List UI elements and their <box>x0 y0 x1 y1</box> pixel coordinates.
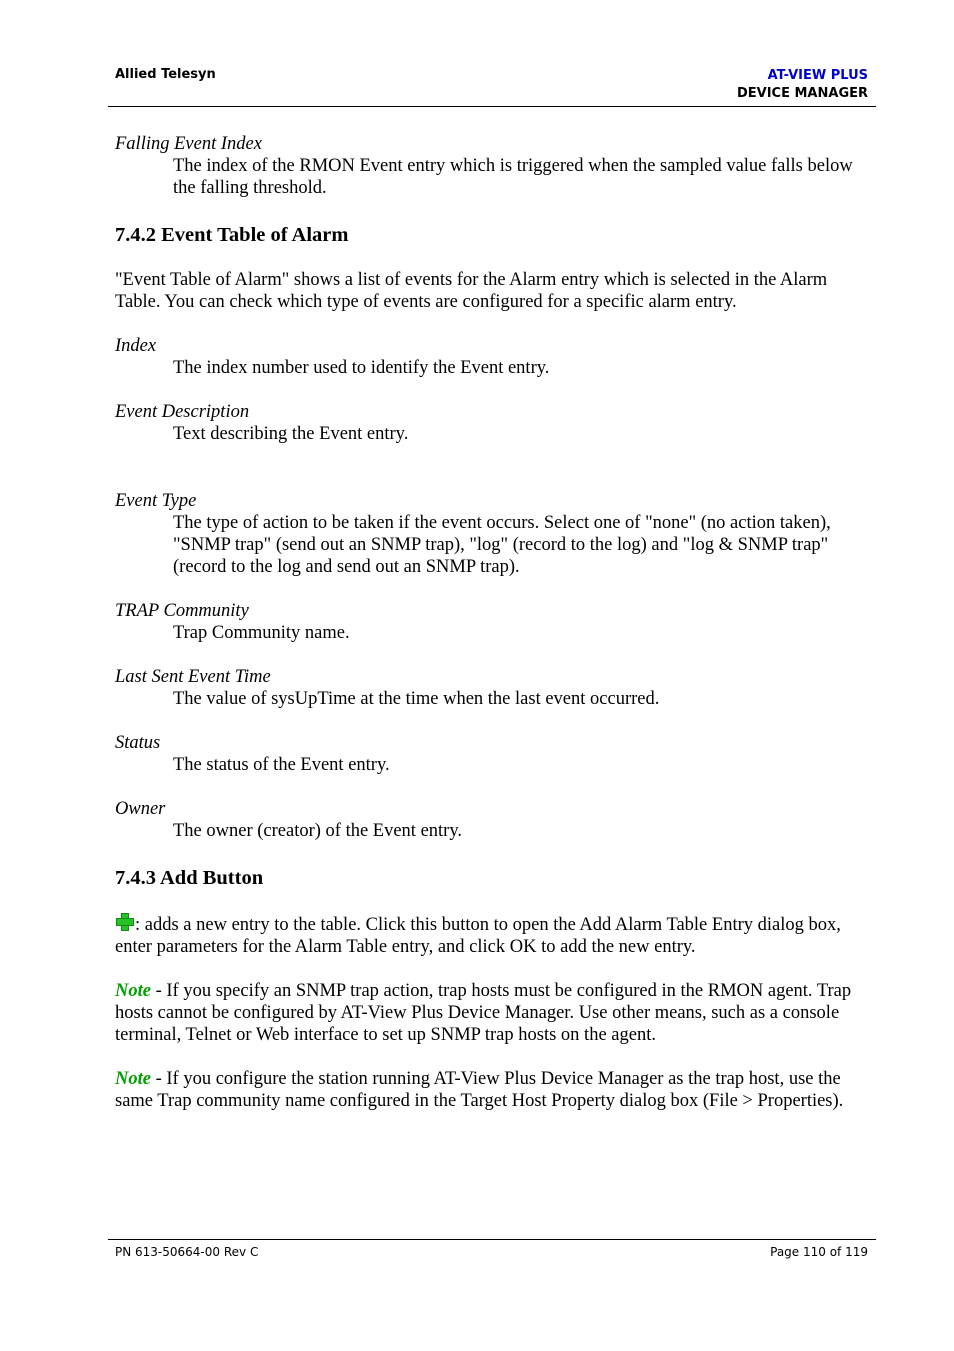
definition-status: The status of the Event entry. <box>173 755 390 775</box>
page-body <box>115 133 875 1112</box>
header-title-block <box>737 67 868 103</box>
footer-part-number: PN 613-50664-00 Rev C <box>115 1245 259 1259</box>
footer-divider <box>108 1239 876 1240</box>
term-index: Index <box>115 336 157 356</box>
header-subtitle: DEVICE MANAGER <box>736 86 868 101</box>
note-label: Note <box>115 1069 151 1089</box>
definition-event-description: Text describing the Event entry. <box>173 424 409 444</box>
header-product: AT-VIEW PLUS <box>767 68 868 83</box>
note-text-1: - If you specify an SNMP trap action, trap hosts must be configured in the RMON agent. Trap hosts cannot be configured by AT-View Plus Device Manager. Use other means, such as a console terminal, Telnet or Web interface to set up SNMP trap hosts on the agent. <box>115 981 852 1045</box>
section-heading-add-button: 7.4.3 Add Button <box>115 867 264 889</box>
definition-owner: The owner (creator) of the Event entry. <box>173 821 463 841</box>
note-label: Note <box>115 981 151 1001</box>
note-text-2: - If you configure the station running AT-View Plus Device Manager as the trap host, use the same Trap community name configured in the Target Host Property dialog box (File > Properties). <box>115 1069 844 1111</box>
section-heading-event-table: 7.4.2 Event Table of Alarm <box>115 224 349 246</box>
term-falling-event-index: Falling Event Index <box>115 134 262 154</box>
plus-icon <box>115 912 135 932</box>
note-paragraph-2 <box>115 1068 875 1112</box>
footer-page-number: Page 110 of 119 <box>770 1245 868 1259</box>
definition-trap-community: Trap Community name. <box>173 623 350 643</box>
header-divider <box>108 106 876 107</box>
header-company: Allied Telesyn <box>115 67 216 82</box>
term-status: Status <box>115 733 161 753</box>
definition-index: The index number used to identify the Event entry. <box>173 358 550 378</box>
term-owner: Owner <box>115 799 166 819</box>
term-last-sent-event-time: Last Sent Event Time <box>115 667 271 687</box>
term-event-type: Event Type <box>115 491 197 511</box>
term-event-description: Event Description <box>115 402 250 422</box>
definition-event-type: The type of action to be taken if the event occurs. Select one of "none" (no action taken), "SNMP trap" (send out an SNMP trap), "log" (record to the log) and "log & SNMP trap" (record to the log and send out an SNMP trap). <box>173 513 831 577</box>
note-paragraph-1 <box>115 980 875 1046</box>
section-paragraph-event-table: "Event Table of Alarm" shows a list of events for the Alarm entry which is selected in the Alarm Table. You can check which type of events are configured for a specific alarm entry. <box>115 270 828 312</box>
definition-falling-event-index: The index of the RMON Event entry which is triggered when the sampled value falls below the falling threshold. <box>173 156 853 198</box>
definition-last-sent-event-time: The value of sysUpTime at the time when the last event occurred. <box>173 689 660 709</box>
add-button-description: : adds a new entry to the table. Click this button to open the Add Alarm Table Entry dialog box, enter parameters for the Alarm Table entry, and click OK to add the new entry. <box>115 915 841 957</box>
term-trap-community: TRAP Community <box>115 601 249 621</box>
add-button-paragraph <box>115 912 875 958</box>
